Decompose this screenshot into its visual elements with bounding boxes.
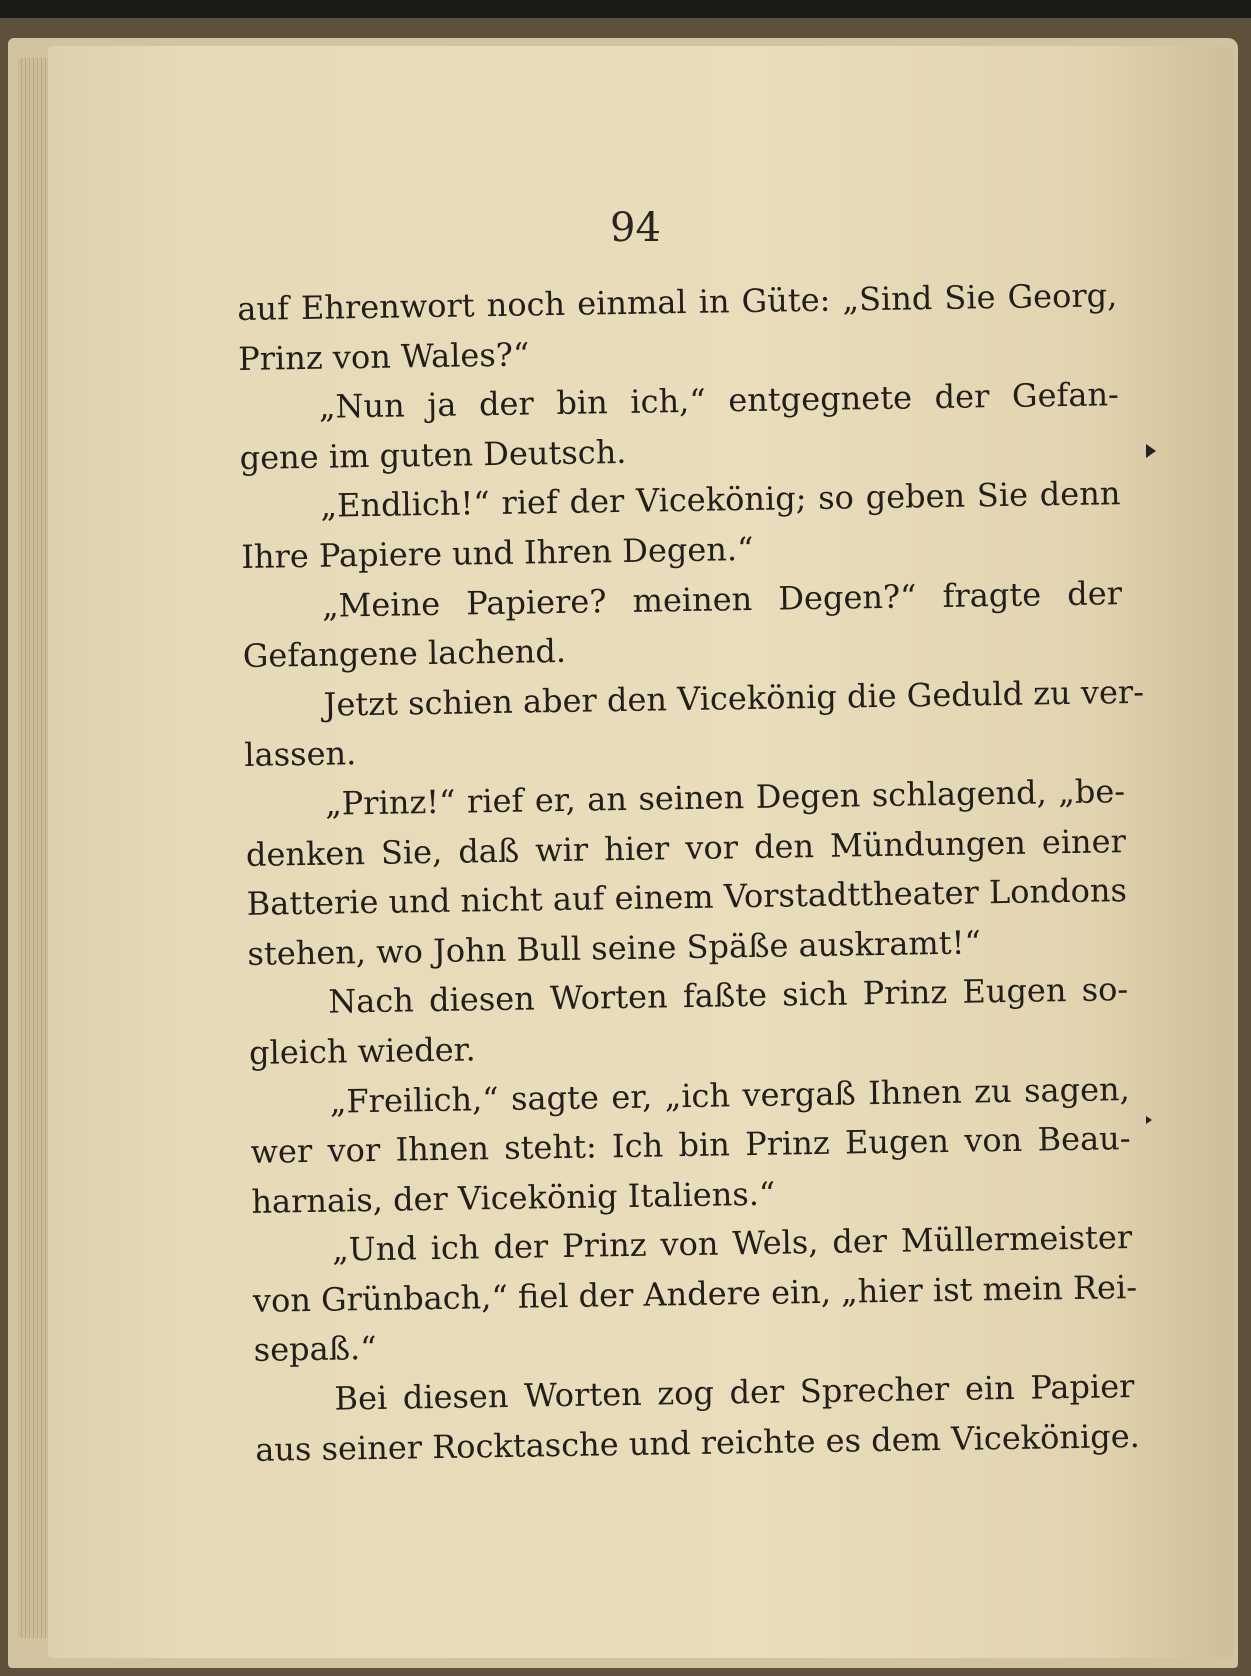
text-line: „Meine Papiere? meinen Degen?“ fragte der bbox=[321, 573, 1123, 625]
text-line: „Freilich,“ sagte er, „ich vergaß Ihnen zu sagen, bbox=[329, 1069, 1131, 1121]
page-number: 94 bbox=[610, 205, 661, 251]
text-line: von Grünbach,“ fiel der Andere ein, „hier ist mein Rei- bbox=[252, 1267, 1138, 1320]
text-line: aus seiner Rocktasche und reichte es dem Vicekönige. bbox=[254, 1416, 1141, 1469]
text-line: gene im guten Deutsch. bbox=[239, 432, 627, 477]
text-line: „Nun ja der bin ich,“ entgegnete der Gefan- bbox=[318, 375, 1120, 426]
text-line: „Prinz!“ rief er, an seinen Degen schlagend, „be- bbox=[324, 772, 1126, 823]
text-line: „Endlich!“ rief der Vicekönig; so geben Sie denn bbox=[320, 474, 1121, 526]
text-line: Bei diesen Worten zog der Sprecher ein Papier bbox=[334, 1367, 1135, 1418]
text-line: Ihre Papiere und Ihren Degen.“ bbox=[240, 529, 754, 576]
text-line: Jetzt schien aber den Vicekönig die Geduld zu ver- bbox=[323, 672, 1145, 724]
text-line: Prinz von Wales?“ bbox=[237, 335, 530, 378]
body-text bbox=[237, 271, 1145, 1475]
text-line: gleich wieder. bbox=[248, 1030, 476, 1072]
text-line: harnais, der Vicekönig Italiens.“ bbox=[251, 1174, 776, 1221]
text-line: Nach diesen Worten faßte sich Prinz Eugen so- bbox=[327, 970, 1129, 1021]
margin-mark bbox=[1146, 444, 1156, 458]
page-stack bbox=[18, 58, 50, 1638]
text-line: Gefangene lachend. bbox=[242, 632, 567, 676]
text-line: Batterie und nicht auf einem Vorstadttheater Londons bbox=[246, 871, 1128, 924]
text-line: auf Ehrenwort noch einmal in Güte: „Sind Sie Georg, bbox=[237, 276, 1118, 328]
text-line: denken Sie, daß wir hier vor den Mündungen einer bbox=[245, 821, 1127, 874]
text-line: lassen. bbox=[244, 734, 357, 775]
text-line: stehen, wo John Bull seine Späße auskramt!“ bbox=[247, 923, 982, 973]
text-line: wer vor Ihnen steht: Ich bin Prinz Eugen von Beau- bbox=[250, 1119, 1131, 1171]
text-line: sepaß.“ bbox=[253, 1329, 377, 1370]
margin-mark bbox=[1146, 1116, 1152, 1124]
text-line: „Und ich der Prinz von Wels, der Müllermeister bbox=[331, 1218, 1133, 1269]
